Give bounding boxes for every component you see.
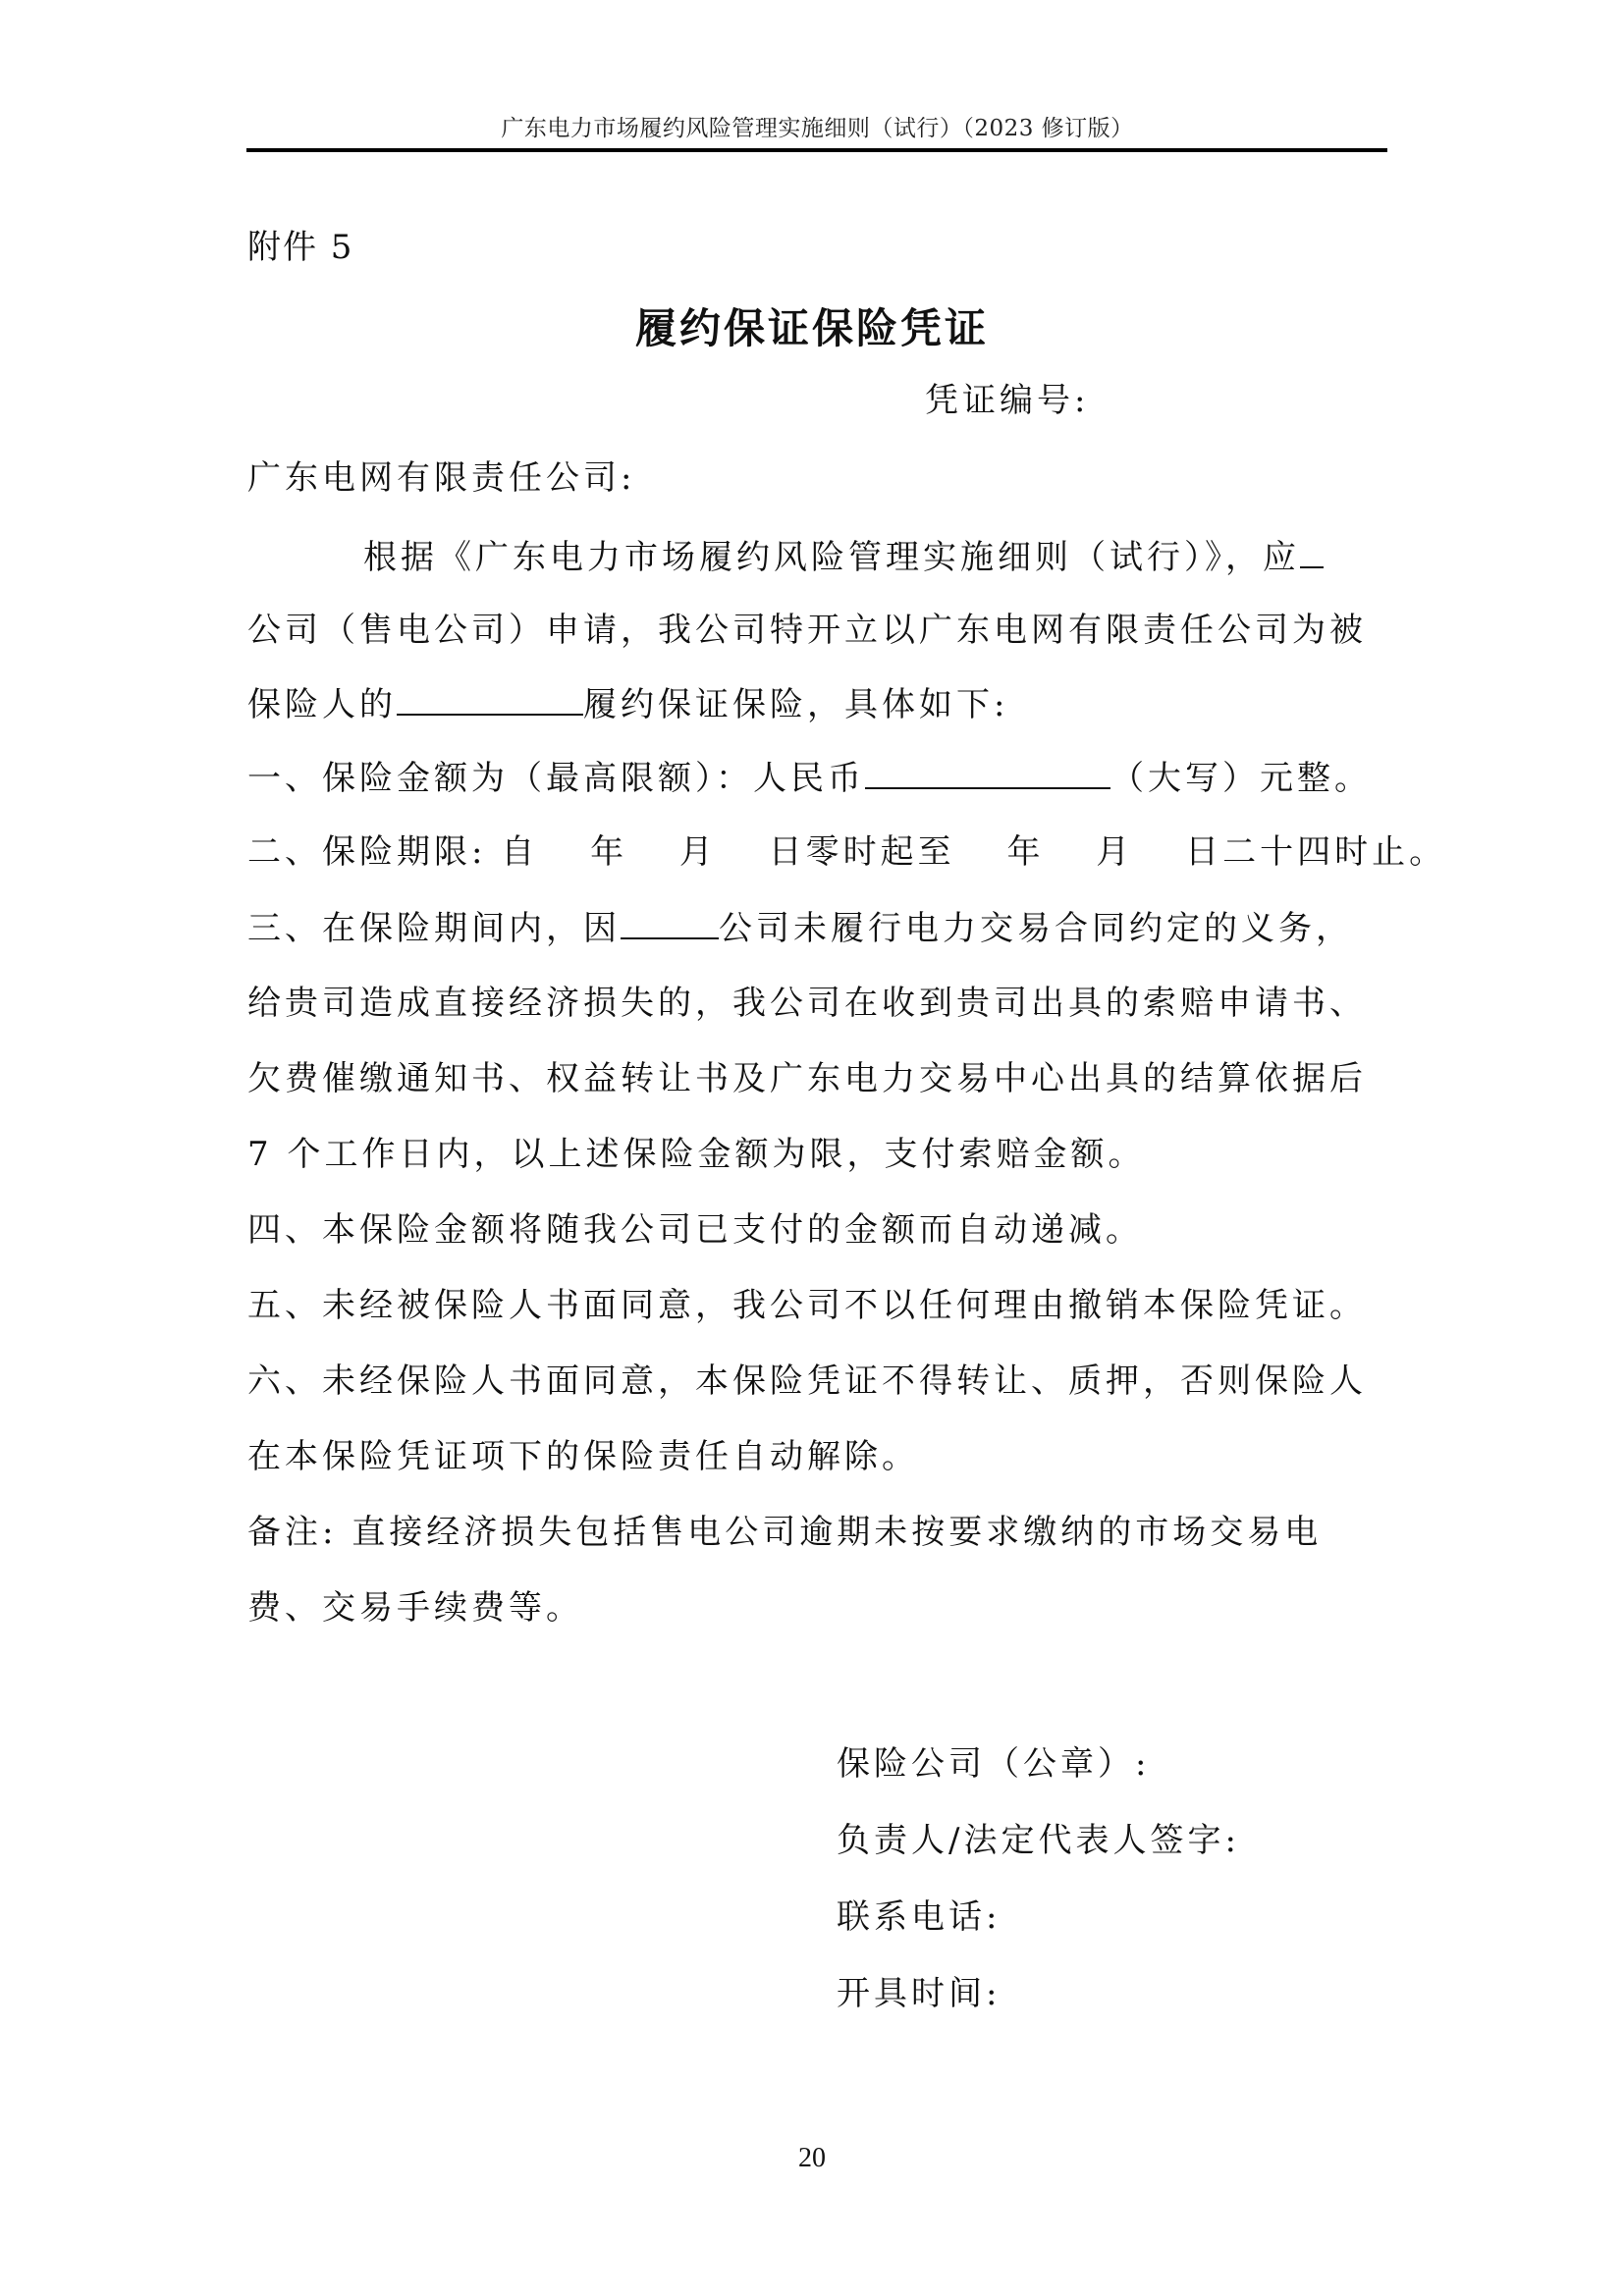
intro-text: 履约保证保险，具体如下: <box>583 685 1009 724</box>
signature-signatory: 负责人/法定代表人签字: <box>837 1821 1240 1860</box>
remark-line-1: 备注: 直接经济损失包括售电公司逾期未按要求缴纳的市场交易电 <box>247 1513 1323 1552</box>
clause-three-line-3: 欠费催缴通知书、权益转让书及广东电力交易中心出具的结算依据后 <box>247 1059 1367 1098</box>
intro-line-2: 公司（售电公司）申请，我公司特开立以广东电网有限责任公司为被 <box>247 611 1367 650</box>
clause-three-line-1 <box>247 908 1353 948</box>
clause-three-line-2: 给贵司造成直接经济损失的，我公司在收到贵司出具的索赔申请书、 <box>247 984 1367 1023</box>
annex-label: 附件 5 <box>247 228 354 267</box>
addressee: 广东电网有限责任公司: <box>247 458 636 498</box>
clause-six-line-1: 六、未经保险人书面同意，本保险凭证不得转让、质押，否则保险人 <box>247 1362 1367 1401</box>
page-number: 20 <box>798 2143 826 2173</box>
signature-company-seal: 保险公司（公章）: <box>837 1744 1151 1784</box>
remark-line-2: 费、交易手续费等。 <box>247 1588 583 1628</box>
running-header: 广东电力市场履约风险管理实施细则（试行）（2023 修订版） <box>501 116 1134 141</box>
clause-four: 四、本保险金额将随我公司已支付的金额而自动递减。 <box>247 1210 1143 1250</box>
signature-issue-date: 开具时间: <box>837 1974 1001 2013</box>
document-title: 履约保证保险凭证 <box>634 304 989 352</box>
clause-text: （大写）元整。 <box>1110 759 1372 798</box>
clause-two: 二、保险期限: 自 年 月 日零时起至 年 月 日二十四时止。 <box>247 832 1447 872</box>
clause-three-line-4: 7 个工作日内，以上述保险金额为限，支付索赔金额。 <box>247 1135 1146 1174</box>
amount-blank[interactable] <box>865 758 1110 789</box>
applicant-blank[interactable] <box>1300 537 1324 568</box>
clause-text: 三、在保险期间内，因 <box>247 909 621 948</box>
clause-text: 一、保险金额为（最高限额）：人民币 <box>247 759 865 798</box>
clause-five: 五、未经被保险人书面同意，我公司不以任何理由撤销本保险凭证。 <box>247 1286 1367 1325</box>
clause-one <box>247 758 1372 798</box>
insurance-type-blank[interactable] <box>397 684 583 716</box>
certificate-number-label: 凭证编号: <box>925 381 1090 420</box>
header-rule <box>246 148 1387 152</box>
company-blank[interactable] <box>621 908 719 939</box>
intro-line-3 <box>247 684 1008 724</box>
clause-six-line-2: 在本保险凭证项下的保险责任自动解除。 <box>247 1437 919 1476</box>
intro-text: 根据《广东电力市场履约风险管理实施细则（试行）》，应 <box>363 538 1300 577</box>
intro-text: 保险人的 <box>247 685 397 724</box>
clause-text: 公司未履行电力交易合同约定的义务， <box>719 909 1353 948</box>
intro-line-1 <box>363 537 1324 577</box>
signature-phone: 联系电话: <box>837 1897 1001 1937</box>
